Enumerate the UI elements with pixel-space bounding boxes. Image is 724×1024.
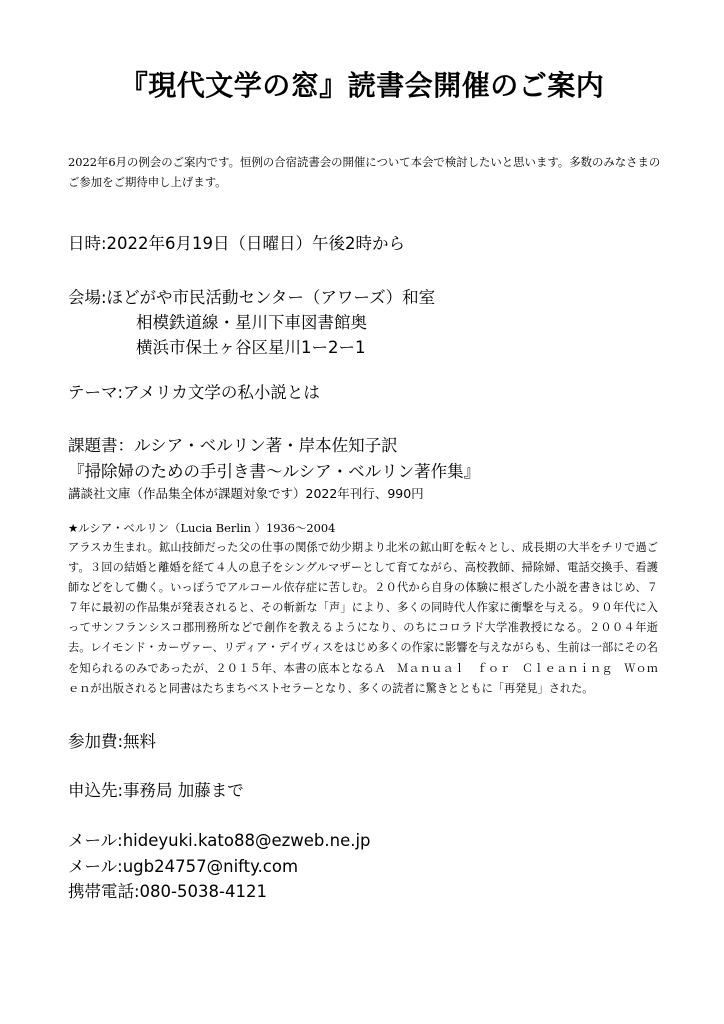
venue-address: 横浜市保土ヶ谷区星川1ー2ー1	[136, 338, 366, 357]
email-2[interactable]: メール:ugb24757@nifty.com	[68, 857, 299, 876]
intro-paragraph: 2022年6月の例会のご案内です。恒例の合宿読書会の開催について本会で検討したいと思います。多数のみなさまのご参加をご期待申し上げます。	[68, 155, 661, 189]
venue-name: 会場:ほどがや市民活動センター（アワーズ）和室	[68, 288, 436, 307]
author-bio-body: アラスカ生まれ。鉱山技師だった父の仕事の関係で幼少期より北米の鉱山町を転々とし、成長期の大半をチリで過ごす。３回の結婚と離婚を経て４人の息子をシングルマザーとして育てながら、高校教師、掃除婦、電話交換手、看護師などをして働く。いっぽうでアルコール依存症に苦しむ。２０代から自身の体験に根ざした小説を書きはじめ、７７年に最初の作品集が発表されると、その斬新な「声」により、多くの同時代人作家に衝撃を与える。９０年代に入ってサンフランシスコ郡刑務所などで創作を教えるようになり、のちにコロラド大学准教授になる。２００４年逝去。レイモンド・カーヴァー、リディア・デイヴィスをはじめ多くの作家に影響を与えながらも、生前は一部にその名を知られるのみであったが、２０１５年、本書の底本となるＡ Ｍａｎｕａｌ ｆｏｒ Ｃｌｅａｎｉｎｇ Ｗｏｍｅｎが出版されると同書はたちまちベストセラーとなり、多くの読者に驚きとともに「再発見」された。	[68, 541, 658, 695]
venue-access: 相模鉄道線・星川下車図書館奥	[136, 313, 367, 332]
author-bio-title: ルシア・ベルリン（Lucia Berlin ）1936〜2004	[78, 521, 336, 535]
book-title: 『掃除婦のための手引き書〜ルシア・ベルリン著作集』	[68, 462, 481, 481]
page-title: 『現代文学の窓』読書会開催のご案内	[119, 69, 605, 102]
email-1[interactable]: メール:hideyuki.kato88@ezweb.ne.jp	[68, 831, 371, 850]
mobile-phone: 携帯電話:080-5038-4121	[68, 882, 267, 901]
book-author: 課題書：ルシア・ベルリン著・岸本佐知子訳	[68, 436, 398, 455]
book-publisher: 講談社文庫（作品集全体が課題対象です）2022年刊行、990円	[68, 486, 424, 501]
event-theme: テーマ:アメリカ文学の私小説とは	[68, 383, 320, 402]
event-date: 日時:2022年6月19日（日曜日）午後2時から	[68, 234, 406, 253]
star-icon: ★	[68, 521, 79, 535]
application-contact: 申込先:事務局 加藤まで	[68, 781, 244, 800]
author-bio-header	[68, 520, 335, 536]
participation-fee: 参加費:無料	[68, 732, 157, 751]
